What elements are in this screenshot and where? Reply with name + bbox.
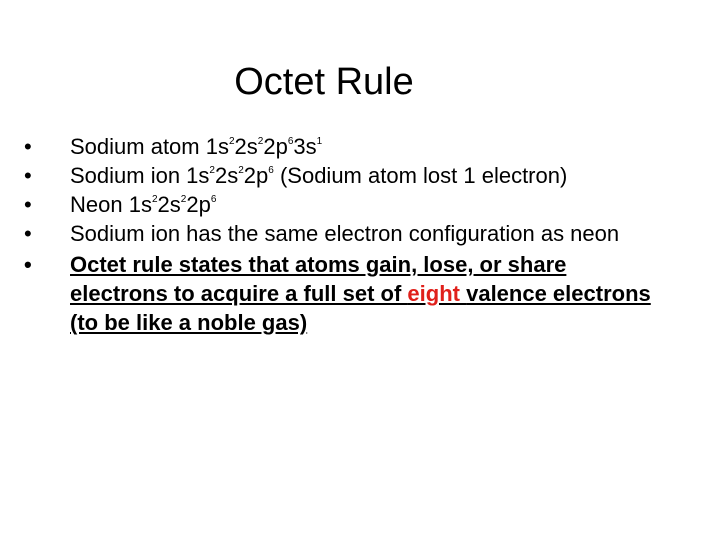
orbital: 2p — [243, 163, 269, 188]
slide-title: Octet Rule — [234, 61, 414, 103]
bullet-sodium-atom — [24, 132, 654, 161]
orbital: 2s — [214, 163, 239, 188]
bullet-dot: • — [24, 221, 32, 246]
superscript: 2 — [180, 194, 187, 205]
bullet-dot: • — [24, 163, 32, 188]
bullet-dot: • — [24, 192, 32, 217]
bullet-text: Octet rule states that atoms gain, lose, or share electrons to acquire a full set of — [70, 252, 567, 306]
bullet-text: Sodium atom 1s — [70, 134, 229, 159]
bullet-text: valence electrons (to be like a noble gas) — [70, 281, 651, 335]
bullet-note: (Sodium atom lost 1 electron) — [273, 163, 568, 188]
superscript: 2 — [238, 165, 244, 176]
superscript: 2 — [228, 136, 235, 147]
orbital: 2p — [186, 192, 211, 217]
superscript: 2 — [257, 136, 264, 147]
superscript: 6 — [287, 136, 294, 147]
superscript: 1 — [316, 136, 323, 147]
orbital: 2s — [157, 192, 181, 217]
bullet-sodium-ion — [24, 161, 654, 190]
orbital: 2s — [234, 134, 258, 159]
orbital: 3s — [293, 134, 317, 159]
superscript: 6 — [210, 194, 217, 205]
bullet-list — [24, 132, 654, 337]
bullet-text: Sodium ion 1s — [70, 163, 210, 188]
bullet-text: Neon 1s — [70, 192, 152, 217]
superscript: 6 — [268, 165, 274, 176]
highlight-eight: eight — [407, 281, 467, 306]
superscript: 2 — [151, 194, 158, 205]
bullet-dot: • — [24, 134, 32, 159]
orbital: 2p — [263, 134, 288, 159]
bullet-neon — [24, 190, 654, 219]
bullet-same-configuration — [24, 219, 654, 248]
bullet-octet-rule-definition — [24, 250, 654, 337]
superscript: 2 — [209, 165, 215, 176]
bullet-text: Sodium ion has the same electron configuration as neon — [70, 221, 620, 246]
bullet-dot: • — [24, 252, 32, 277]
